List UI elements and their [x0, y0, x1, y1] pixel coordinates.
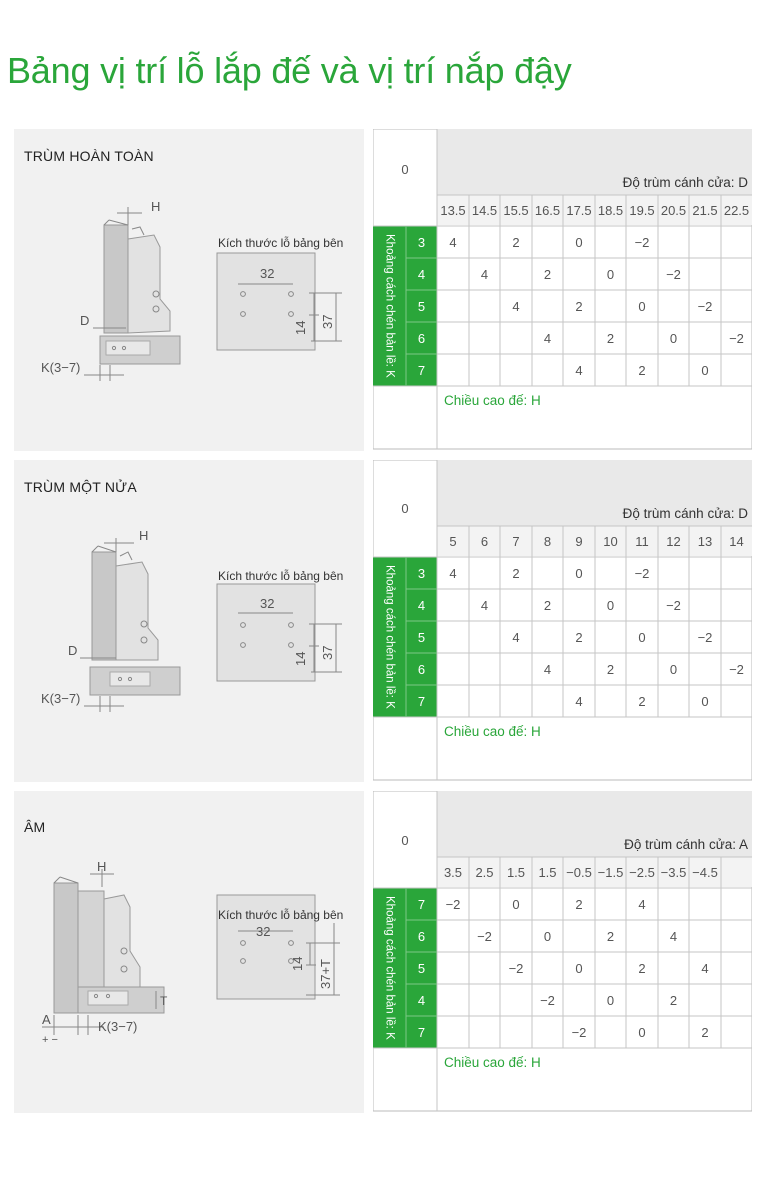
- hole-caption: Kích thước lỗ bảng bên: [218, 569, 344, 583]
- table-cell: 4: [512, 629, 520, 645]
- table-cell: 4: [575, 362, 583, 378]
- table-cell: 0: [638, 629, 646, 645]
- table-cell: [721, 258, 752, 290]
- corner-zero: 0: [401, 161, 409, 177]
- table-cell: [437, 589, 469, 621]
- table-cell: [532, 888, 563, 920]
- k-axis-label: Khoảng cách chén bản lề: K: [383, 565, 396, 709]
- table-cell: [500, 653, 532, 685]
- table-cell: −2: [445, 896, 461, 912]
- dim-37-label: 37+T: [318, 959, 333, 989]
- cover-table: [373, 791, 752, 1111]
- table-cell: [721, 984, 752, 1016]
- column-header: −3.5: [660, 865, 687, 880]
- d-dimension-label: D: [80, 313, 90, 328]
- table-cell: [689, 258, 721, 290]
- table-cell: [500, 685, 532, 717]
- table-cell: −2: [729, 330, 744, 346]
- column-header: 21.5: [692, 203, 718, 218]
- section-full-overlay: [14, 129, 752, 451]
- k-dimension-label: K(3−7): [98, 1019, 138, 1034]
- dim-32-label: 32: [256, 924, 271, 939]
- table-cell: 4: [512, 298, 520, 314]
- dim-32-label: 32: [260, 596, 275, 611]
- d-dimension-label: D: [68, 643, 78, 658]
- hinge-diagram: [14, 460, 364, 782]
- table-cell: [532, 557, 563, 589]
- table-cell: [689, 589, 721, 621]
- dim-37-label: 37: [320, 314, 335, 329]
- column-header: 10: [603, 534, 618, 549]
- column-header: 14.5: [471, 203, 498, 218]
- table-cell: [469, 621, 500, 653]
- table-cell: 2: [512, 565, 520, 581]
- table-cell: 2: [543, 266, 552, 282]
- table-cell: [500, 984, 532, 1016]
- table-cell: 2: [575, 298, 583, 314]
- column-header: 1.5: [506, 865, 526, 880]
- table-cell: [595, 888, 626, 920]
- column-header: 22.5: [723, 203, 750, 218]
- table-cell: [595, 226, 626, 258]
- table-cell: [689, 920, 721, 952]
- k-row-value: 7: [417, 693, 426, 709]
- table-cell: 0: [638, 1024, 646, 1040]
- table-cell: [469, 354, 500, 386]
- table-cell: 4: [543, 661, 552, 677]
- table-cell: [595, 1016, 626, 1048]
- table-cell: [563, 653, 595, 685]
- a-dimension-label: A: [42, 1012, 51, 1027]
- table-cell: [721, 621, 752, 653]
- table-cell: [658, 621, 689, 653]
- table-cell: 2: [543, 597, 552, 613]
- table-cell: [721, 557, 752, 589]
- table-cell: 0: [701, 362, 709, 378]
- table-cell: [626, 589, 658, 621]
- k-row-value: 3: [417, 565, 426, 581]
- section-title: ÂM: [24, 819, 46, 835]
- table-cell: [532, 354, 563, 386]
- table-cell: [437, 290, 469, 322]
- base-height-label: Chiều cao đế: H: [444, 1055, 541, 1070]
- table-cell: 4: [449, 565, 457, 581]
- column-header: −1.5: [597, 865, 624, 880]
- column-header: [721, 857, 752, 888]
- section-inset: [14, 791, 752, 1113]
- table-cell: [563, 322, 595, 354]
- dim-32-label: 32: [260, 266, 275, 281]
- hole-caption: Kích thước lỗ bảng bên: [218, 908, 344, 922]
- column-header: 7: [512, 534, 520, 549]
- table-cell: [689, 984, 721, 1016]
- table-cell: −2: [571, 1024, 587, 1040]
- table-cell: [500, 1016, 532, 1048]
- table-cell: 0: [606, 266, 615, 282]
- table-cell: [500, 322, 532, 354]
- table-cell: [721, 226, 752, 258]
- table-cell: [437, 322, 469, 354]
- cover-table: [373, 460, 752, 780]
- k-row-value: 7: [417, 362, 426, 378]
- table-cell: 4: [669, 928, 678, 944]
- section-title: TRÙM MỘT NỬA: [24, 479, 137, 495]
- k-row-value: 6: [417, 928, 426, 944]
- table-cell: 4: [638, 896, 646, 912]
- k-row-value: 3: [417, 234, 426, 250]
- column-header: 14: [729, 534, 744, 549]
- table-cell: 4: [543, 330, 552, 346]
- table-cell: [437, 354, 469, 386]
- table-cell: 0: [606, 992, 615, 1008]
- table-cell: [595, 621, 626, 653]
- k-row-value: 6: [417, 661, 426, 677]
- table-cell: [532, 1016, 563, 1048]
- plus-minus-label: + −: [42, 1034, 58, 1046]
- table-cell: [437, 920, 469, 952]
- table-cell: [658, 226, 689, 258]
- table-cell: [658, 888, 689, 920]
- column-header: −2.5: [629, 865, 655, 880]
- table-cell: [469, 226, 500, 258]
- table-cell: −2: [634, 234, 650, 250]
- t-dimension-label: T: [160, 994, 168, 1008]
- table-cell: 2: [701, 1024, 709, 1040]
- base-height-label: Chiều cao đế: H: [444, 393, 541, 408]
- diagram-panel: [14, 129, 364, 451]
- table-cell: [721, 685, 752, 717]
- k-row-value: 5: [417, 298, 426, 314]
- table-cell: [469, 653, 500, 685]
- table-cell: 0: [575, 960, 583, 976]
- table-cell: [532, 621, 563, 653]
- k-row-value: 4: [417, 992, 426, 1008]
- dim-14-label: 14: [293, 651, 308, 666]
- column-header: −4.5: [692, 865, 718, 880]
- table-cell: 2: [512, 234, 520, 250]
- table-cell: [437, 621, 469, 653]
- table-cell: −2: [634, 565, 650, 581]
- table-cell: −2: [697, 629, 713, 645]
- table-cell: 2: [669, 992, 678, 1008]
- table-cell: [626, 920, 658, 952]
- cover-label: Độ trùm cánh cửa: D: [622, 175, 748, 190]
- h-dimension-label: H: [139, 528, 149, 543]
- table-cell: [658, 685, 689, 717]
- table-cell: [721, 952, 752, 984]
- table-cell: [595, 354, 626, 386]
- table-cell: 2: [638, 960, 646, 976]
- table-cell: [437, 653, 469, 685]
- table-cell: 4: [449, 234, 457, 250]
- table-cell: [469, 984, 500, 1016]
- table-cell: [500, 589, 532, 621]
- table-cell: 0: [638, 298, 646, 314]
- table-cell: 0: [575, 234, 583, 250]
- column-header: 6: [480, 534, 489, 549]
- table-cell: [437, 258, 469, 290]
- table-cell: [437, 984, 469, 1016]
- column-header: 11: [635, 534, 649, 549]
- k-dimension-label: K(3−7): [41, 360, 81, 375]
- table-cell: [721, 290, 752, 322]
- table-cell: [595, 685, 626, 717]
- column-header: 18.5: [597, 203, 624, 218]
- k-row-value: 5: [417, 629, 426, 645]
- cover-label: Độ trùm cánh cửa: D: [622, 506, 748, 521]
- table-cell: [721, 888, 752, 920]
- k-axis-label: Khoảng cách chén bản lề: K: [383, 896, 396, 1040]
- table-cell: [469, 685, 500, 717]
- k-row-value: 4: [417, 597, 426, 613]
- column-header: 5: [449, 534, 457, 549]
- table-cell: 0: [669, 330, 678, 346]
- table-cell: [721, 1016, 752, 1048]
- table-cell: [532, 952, 563, 984]
- cover-label: Độ trùm cánh cửa: A: [624, 837, 748, 852]
- hinge-diagram: [14, 791, 364, 1113]
- table-cell: [626, 258, 658, 290]
- table-cell: 2: [606, 661, 615, 677]
- table-cell: [689, 226, 721, 258]
- dim-14-label: 14: [290, 956, 305, 971]
- table-cell: −2: [540, 992, 555, 1008]
- column-header: 2.5: [475, 865, 494, 880]
- h-dimension-label: H: [151, 199, 161, 214]
- table-cell: [563, 920, 595, 952]
- column-header: 19.5: [629, 203, 655, 218]
- k-row-value: 4: [417, 266, 426, 282]
- table-cell: −2: [697, 298, 713, 314]
- table-cell: [532, 290, 563, 322]
- table-cell: [437, 952, 469, 984]
- hinge-diagram: [14, 129, 364, 451]
- table-cell: −2: [729, 661, 744, 677]
- table-cell: [595, 290, 626, 322]
- diagram-panel: [14, 460, 364, 782]
- dim-37-label: 37: [320, 645, 335, 660]
- table-cell: 0: [701, 693, 709, 709]
- table-cell: [563, 589, 595, 621]
- column-header: 15.5: [503, 203, 529, 218]
- table-cell: [469, 1016, 500, 1048]
- table-cell: [595, 557, 626, 589]
- table-cell: [437, 1016, 469, 1048]
- corner-zero: 0: [401, 500, 409, 516]
- table-cell: [689, 653, 721, 685]
- table-cell: [658, 952, 689, 984]
- table-cell: 4: [575, 693, 583, 709]
- column-header: 8: [543, 534, 552, 549]
- table-cell: −2: [477, 928, 492, 944]
- table-cell: [658, 1016, 689, 1048]
- column-header: −0.5: [566, 865, 592, 880]
- table-cell: [437, 685, 469, 717]
- table-cell: [469, 888, 500, 920]
- table-cell: [626, 653, 658, 685]
- table-cell: [469, 952, 500, 984]
- column-header: 13: [697, 534, 713, 549]
- table-cell: [658, 557, 689, 589]
- hole-caption: Kích thước lỗ bảng bên: [218, 236, 344, 250]
- table-cell: −2: [666, 597, 681, 613]
- table-cell: [500, 258, 532, 290]
- table-cell: −2: [666, 266, 681, 282]
- column-header: 1.5: [538, 865, 557, 880]
- table-cell: 0: [543, 928, 552, 944]
- table-cell: [721, 354, 752, 386]
- column-header: 16.5: [534, 203, 561, 218]
- k-axis-label: Khoảng cách chén bản lề: K: [383, 234, 396, 378]
- column-header: 9: [575, 534, 583, 549]
- table-cell: 2: [575, 896, 583, 912]
- table-cell: [532, 685, 563, 717]
- table-cell: [658, 354, 689, 386]
- table-cell: [626, 322, 658, 354]
- table-cell: 0: [512, 896, 520, 912]
- k-row-value: 6: [417, 330, 426, 346]
- table-cell: 2: [638, 362, 646, 378]
- table-cell: 4: [701, 960, 709, 976]
- k-row-value: 5: [417, 960, 426, 976]
- table-cell: 2: [638, 693, 646, 709]
- column-header: 17.5: [566, 203, 592, 218]
- table-cell: [469, 557, 500, 589]
- k-row-value: 7: [417, 1024, 426, 1040]
- column-header: 20.5: [660, 203, 687, 218]
- table-cell: −2: [508, 960, 524, 976]
- h-dimension-label: H: [97, 859, 107, 874]
- table-cell: [500, 920, 532, 952]
- column-header: 3.5: [443, 865, 463, 880]
- table-cell: [469, 322, 500, 354]
- table-cell: [689, 322, 721, 354]
- table-cell: 0: [669, 661, 678, 677]
- diagram-panel: [14, 791, 364, 1113]
- table-cell: [563, 258, 595, 290]
- column-header: 13.5: [440, 203, 466, 218]
- table-cell: 2: [575, 629, 583, 645]
- table-cell: [626, 984, 658, 1016]
- section-half-overlay: [14, 460, 752, 782]
- table-cell: [721, 920, 752, 952]
- table-cell: [469, 290, 500, 322]
- table-cell: [532, 226, 563, 258]
- table-cell: 2: [606, 928, 615, 944]
- k-dimension-label: K(3−7): [41, 691, 81, 706]
- page-title: Bảng vị trí lỗ lắp đế và vị trí nắp đậy: [7, 50, 572, 91]
- table-cell: [721, 589, 752, 621]
- corner-zero: 0: [401, 832, 409, 848]
- table-cell: 0: [575, 565, 583, 581]
- k-row-value: 7: [417, 896, 426, 912]
- dim-14-label: 14: [293, 320, 308, 335]
- table-cell: [689, 557, 721, 589]
- table-cell: [563, 984, 595, 1016]
- cover-table: [373, 129, 752, 449]
- table-cell: 4: [480, 597, 489, 613]
- table-cell: 0: [606, 597, 615, 613]
- section-title: TRÙM HOÀN TOÀN: [24, 148, 154, 164]
- base-height-label: Chiều cao đế: H: [444, 724, 541, 739]
- table-cell: [500, 354, 532, 386]
- column-header: 12: [666, 534, 681, 549]
- table-cell: [595, 952, 626, 984]
- table-cell: [689, 888, 721, 920]
- table-cell: 2: [606, 330, 615, 346]
- table-cell: [658, 290, 689, 322]
- table-cell: 4: [480, 266, 489, 282]
